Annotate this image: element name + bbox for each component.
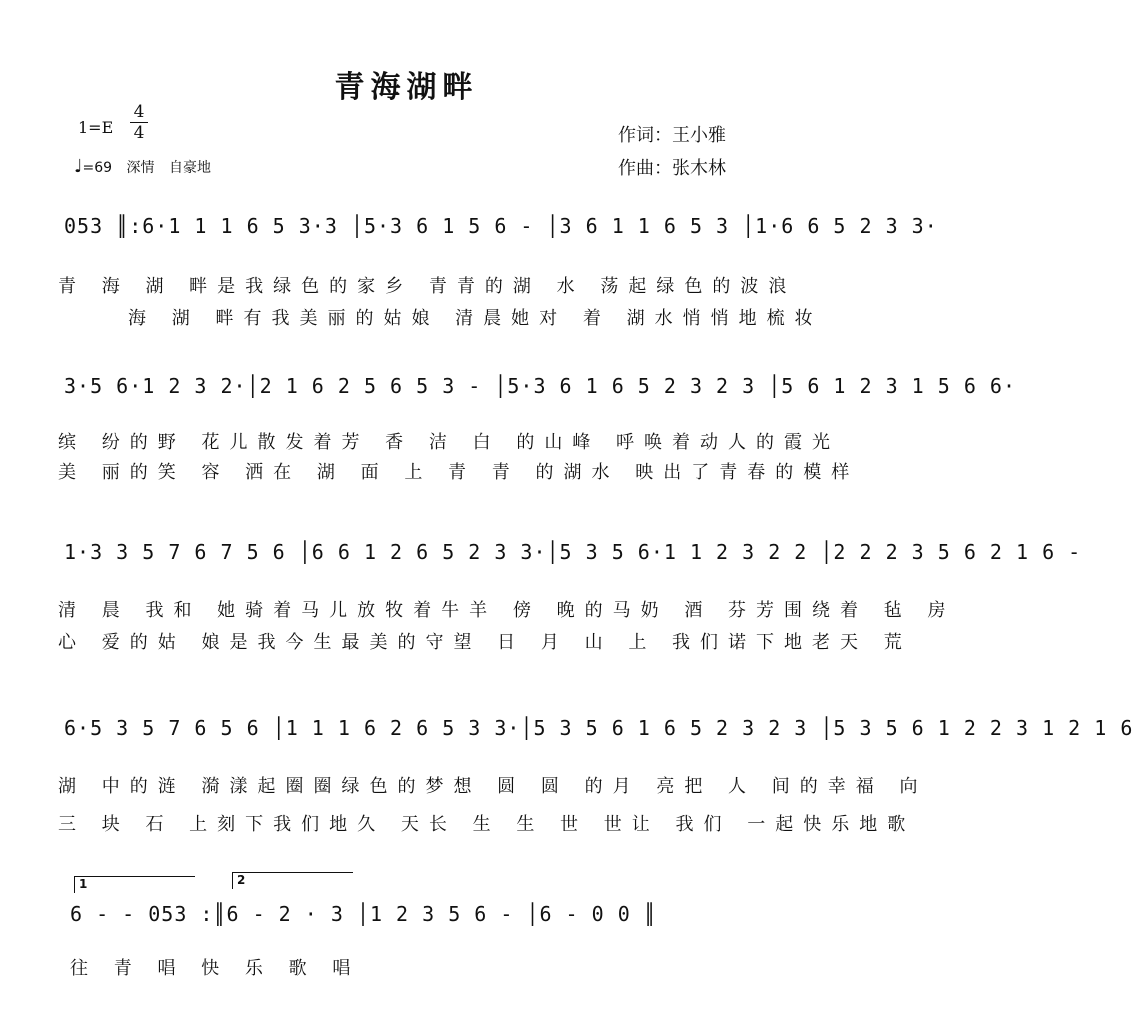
volta-1-number: 1	[79, 877, 88, 891]
page-title: 青海湖畔	[334, 70, 479, 105]
expression-1: 深情	[126, 160, 155, 176]
score-row-2	[58, 370, 1016, 422]
tempo-marking	[74, 156, 211, 177]
lyric-row-2-verse-2: 美 丽的笑 容 洒在 湖 面 上 青 青 的湖水 映出了青春的模样	[58, 462, 860, 483]
notation-row-2: 3·5 6·1 2 3 2·│2 1 6 2 5 6 5 3 - │5·3 6 1 6 5 2 3 2 3 │5 6 1 2 3 1 5 6 6·	[64, 374, 1016, 398]
time-signature-bottom: 4	[130, 122, 148, 143]
score-row-4	[58, 712, 1133, 764]
score-row-5	[58, 898, 758, 950]
tempo-value: =69	[82, 160, 113, 176]
volta-2-bracket	[232, 872, 353, 889]
lyric-row-5-verse-1: 往 青 唱 快 乐 歌 唱	[70, 958, 361, 979]
lyric-row-3-verse-2: 心 爱的姑 娘是我今生最美的守望 日 月 山 上 我们诺下地老天 荒	[58, 632, 912, 653]
key-signature: 1=E	[78, 118, 114, 137]
notation-row-3: 1·3 3 5 7 6 7 5 6 │6 6 1 2 6 5 2 3 3·│5 3 5 6·1 1 2 3 2 2 │2 2 2 3 5 6 2 1 6 -	[64, 540, 1082, 564]
lyric-row-1-verse-1: 青 海 湖 畔是我绿色的家乡 青青的湖 水 荡起绿色的波浪	[58, 276, 797, 297]
lyric-row-3-verse-1: 清 晨 我和 她骑着马儿放牧着牛羊 傍 晚的马奶 酒 芬芳围绕着 毡 房	[58, 600, 956, 621]
quarter-note-icon: ♩	[74, 156, 83, 177]
score-row-1	[58, 210, 938, 262]
lyric-row-2-verse-1: 缤 纷的野 花儿散发着芳 香 洁 白 的山峰 呼唤着动人的霞光	[58, 432, 841, 453]
score-row-3	[58, 536, 1082, 588]
expression-2: 自豪地	[168, 160, 211, 176]
time-signature-top: 4	[133, 102, 145, 122]
volta-1-bracket	[74, 876, 195, 893]
volta-2-number: 2	[237, 873, 246, 887]
notation-row-5: 6 - - 053 :║6 - 2 · 3 │1 2 3 5 6 - │6 - 0 0 ║	[70, 902, 657, 926]
lyric-row-4-verse-1: 湖 中的涟 漪漾起圈圈绿色的梦想 圆 圆 的月 亮把 人 间的幸福 向	[58, 776, 928, 797]
composer: 作曲：张木林	[618, 158, 726, 179]
lyric-row-4-verse-2: 三 块 石 上刻下我们地久 天长 生 生 世 世让 我们 一起快乐地歌	[58, 814, 916, 835]
lyricist: 作词：王小雅	[618, 125, 726, 146]
notation-row-4: 6·5 3 5 7 6 5 6 │1 1 1 6 2 6 5 3 3·│5 3 5 6 1 6 5 2 3 2 3 │5 3 5 6 1 2 2 3 1 2 1 6	[64, 716, 1133, 740]
time-signature	[130, 102, 148, 143]
lyric-row-1-verse-2: 海 湖 畔有我美丽的姑娘 清晨她对 着 湖水悄悄地梳妆	[128, 308, 823, 329]
notation-row-1: 053 ║:6·1 1 1 6 5 3·3 │5·3 6 1 5 6 - │3 6 1 1 6 5 3 │1·6 6 5 2 3 3·	[64, 214, 938, 238]
